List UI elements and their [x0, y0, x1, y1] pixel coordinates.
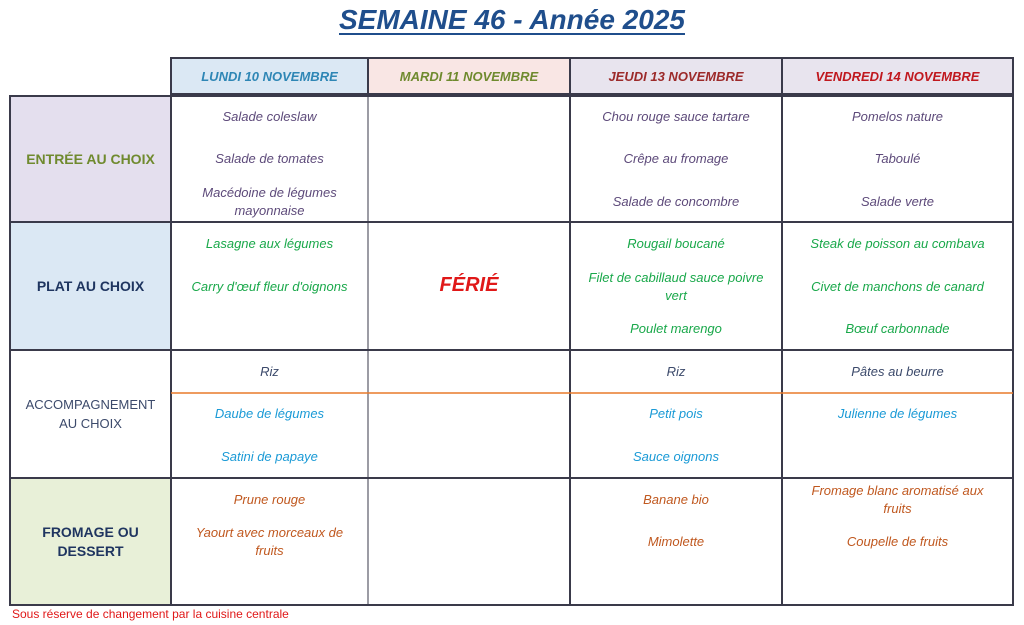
menu-item: Mimolette [647, 534, 705, 549]
menu-item: Chou rouge sauce tartare [602, 109, 750, 124]
menu-item: Salade coleslaw [222, 109, 317, 124]
menu-item: Banane bio [643, 492, 709, 507]
menu-item: Yaourt avec morceaux de fruits [195, 525, 344, 558]
menu-item: Bœuf carbonnade [845, 321, 950, 336]
menu-item: Salade verte [861, 194, 934, 209]
menu-item: Taboulé [874, 151, 921, 166]
row-label-accompagnement: ACCOMPAGNEMENT AU CHOIX [25, 397, 156, 431]
footnote: Sous réserve de changement par la cuisine centrale [12, 607, 289, 621]
menu-item: Fromage blanc aromatisé aux fruits [811, 483, 984, 516]
menu-item: Prune rouge [233, 492, 306, 507]
menu-item: Filet de cabillaud sauce poivre vert [588, 270, 764, 303]
row-label-entree: ENTRÉE AU CHOIX [26, 150, 155, 167]
day-header-lundi: LUNDI 10 NOVEMBRE [201, 68, 338, 84]
menu-item: Riz [260, 364, 279, 379]
menu-item: Coupelle de fruits [846, 534, 949, 549]
menu-item: Pâtes au beurre [851, 364, 944, 379]
menu-item: Carry d'œuf fleur d'oignons [191, 279, 348, 294]
row-label-dessert: FROMAGE OU DESSERT [42, 523, 139, 559]
menu-item: Rougail boucané [627, 236, 725, 251]
menu-item: Salade de concombre [612, 194, 740, 209]
menu-item: Steak de poisson au combava [810, 236, 985, 251]
menu-item: Macédoine de légumes mayonnaise [202, 185, 337, 218]
menu-item: Salade de tomates [215, 151, 324, 166]
menu-item: Satini de papaye [221, 449, 318, 464]
row-label-plat: PLAT AU CHOIX [36, 277, 145, 294]
menu-item: Lasagne aux légumes [205, 236, 334, 251]
menu-item: Daube de légumes [214, 406, 325, 421]
menu-item: Julienne de légumes [837, 406, 958, 421]
menu-item: Riz [666, 364, 686, 379]
menu-item: Sauce oignons [632, 449, 719, 464]
menu-item: Poulet marengo [630, 321, 722, 336]
menu-item: Civet de manchons de canard [811, 279, 984, 294]
day-header-mardi: MARDI 11 NOVEMBRE [399, 68, 539, 84]
ferie-label: FÉRIÉ [439, 274, 499, 296]
menu-item: Pomelos nature [851, 109, 944, 124]
day-header-vendredi: VENDREDI 14 NOVEMBRE [815, 68, 980, 84]
day-header-jeudi: JEUDI 13 NOVEMBRE [608, 68, 744, 84]
page-title: SEMAINE 46 - Année 2025 [339, 4, 685, 35]
menu-item: Crêpe au fromage [623, 151, 729, 166]
menu-item: Petit pois [649, 406, 703, 421]
